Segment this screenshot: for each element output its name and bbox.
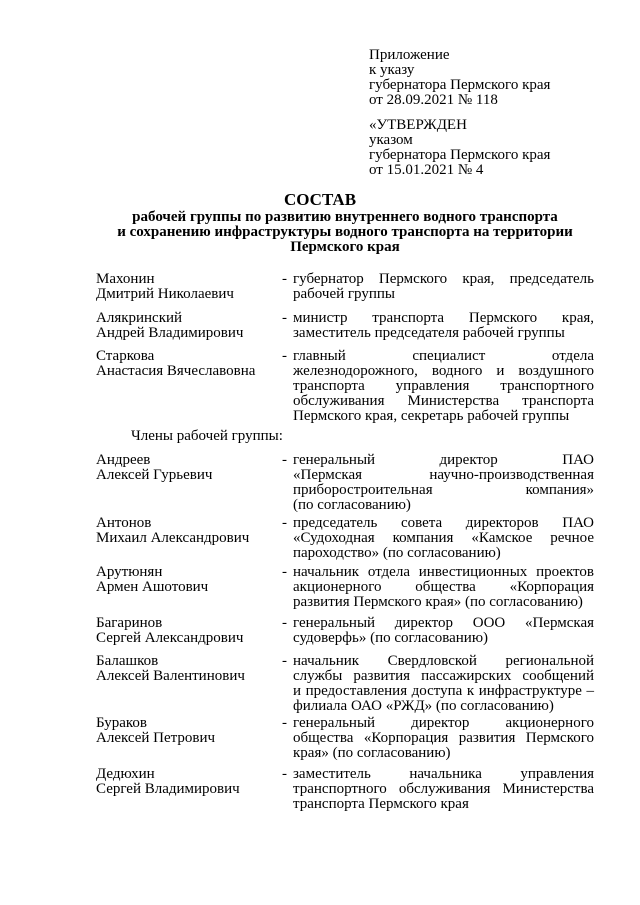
appendix-line: от 28.09.2021 № 118 — [369, 92, 498, 108]
person-name — [96, 311, 276, 341]
surname: Дедюхин — [96, 766, 155, 782]
appendix-line: Приложение — [369, 47, 450, 63]
approval-line: губернатора Пермского края — [369, 147, 551, 163]
given-names: Дмитрий Николаевич — [96, 286, 234, 302]
approval-line: от 15.01.2021 № 4 — [369, 162, 484, 178]
appendix-header — [369, 48, 609, 108]
role-line: службы развития пассажирских сообщений — [293, 668, 594, 684]
dash-separator: - — [282, 515, 287, 531]
person-role — [293, 616, 594, 646]
role-line: министр транспорта Пермского края, — [293, 310, 594, 326]
person-name — [96, 654, 276, 684]
surname: Бураков — [96, 715, 148, 731]
role-line: генеральный директор ООО «Пермская — [293, 615, 594, 631]
given-names: Михаил Александрович — [96, 530, 250, 546]
approval-header — [369, 118, 609, 178]
role-line: железнодорожного, водного и воздушного — [293, 363, 594, 379]
role-line: генеральный директор ПАО — [293, 452, 594, 468]
role-line: обслуживания Министерства транспорта — [293, 393, 594, 409]
role-line: транспортного обслуживания Министерства — [293, 781, 594, 797]
role-line: председатель совета директоров ПАО — [293, 515, 594, 531]
person-name — [96, 453, 276, 483]
subtitle-line: и сохранению инфраструктуры водного транспорта на территории — [117, 224, 573, 240]
surname: Антонов — [96, 515, 152, 531]
person-role — [293, 767, 594, 812]
dash-separator: - — [282, 615, 287, 631]
surname: Старкова — [96, 348, 155, 364]
approval-line: указом — [369, 132, 413, 148]
given-names: Алексей Валентинович — [96, 668, 245, 684]
role-line: главный специалист отдела — [293, 348, 594, 364]
dash-separator: - — [282, 310, 287, 326]
role-line: развития Пермского края» (по согласованию) — [293, 594, 583, 610]
role-line: генеральный директор акционерного — [293, 715, 594, 731]
person-role — [293, 453, 594, 513]
given-names: Алексей Петрович — [96, 730, 216, 746]
role-line: губернатор Пермского края, председатель — [293, 271, 594, 287]
person-name — [96, 716, 276, 746]
person-role — [293, 272, 594, 302]
person-role — [293, 565, 594, 610]
document-title: СОСТАВ — [283, 190, 357, 209]
document-subtitle — [95, 210, 595, 255]
role-line: филиала ОАО «РЖД» (по согласованию) — [293, 698, 554, 714]
dash-separator: - — [282, 564, 287, 580]
surname: Багаринов — [96, 615, 163, 631]
dash-separator: - — [282, 766, 287, 782]
surname: Арутюнян — [96, 564, 163, 580]
dash-separator: - — [282, 715, 287, 731]
subtitle-line: Пермского края — [290, 239, 400, 255]
given-names: Анастасия Вячеславовна — [96, 363, 256, 379]
person-role — [293, 349, 594, 424]
role-line: края» (по согласованию) — [293, 745, 451, 761]
role-line: рабочей группы — [293, 286, 395, 302]
role-line: «Судоходная компания «Камское речное — [293, 530, 594, 546]
dash-separator: - — [282, 271, 287, 287]
role-line: и предоставления доступа к инфраструктуре – — [293, 683, 594, 699]
role-line: (по согласованию) — [293, 497, 411, 513]
dash-separator: - — [282, 452, 287, 468]
given-names: Алексей Гурьевич — [96, 467, 213, 483]
approval-line: «УТВЕРЖДЕН — [369, 117, 467, 133]
surname: Балашков — [96, 653, 159, 669]
person-name — [96, 349, 276, 379]
role-line: приборостроительная компания» — [293, 482, 594, 498]
given-names: Сергей Александрович — [96, 630, 244, 646]
person-name — [96, 616, 276, 646]
dash-separator: - — [282, 653, 287, 669]
person-name — [96, 565, 276, 595]
role-line: судоверфь» (по согласованию) — [293, 630, 489, 646]
person-name — [96, 516, 276, 546]
surname: Алякринский — [96, 310, 183, 326]
person-role — [293, 311, 594, 341]
subtitle-line: рабочей группы по развитию внутреннего водного транспорта — [132, 209, 558, 225]
role-line: заместитель председателя рабочей группы — [293, 325, 565, 341]
role-line: пароходство» (по согласованию) — [293, 545, 501, 561]
members-heading: Члены рабочей группы: — [131, 428, 283, 444]
surname: Махонин — [96, 271, 155, 287]
role-line: начальник отдела инвестиционных проектов — [293, 564, 594, 580]
person-name — [96, 767, 276, 797]
dash-separator: - — [282, 348, 287, 364]
role-line: транспорта Пермского края — [293, 796, 469, 812]
given-names: Сергей Владимирович — [96, 781, 240, 797]
person-name — [96, 272, 276, 302]
role-line: общества «Корпорация развития Пермского — [293, 730, 594, 746]
role-line: акционерного общества «Корпорация — [293, 579, 594, 595]
surname: Андреев — [96, 452, 151, 468]
appendix-line: губернатора Пермского края — [369, 77, 551, 93]
appendix-line: к указу — [369, 62, 415, 78]
role-line: начальник Свердловской региональной — [293, 653, 594, 669]
person-role — [293, 654, 594, 714]
given-names: Армен Ашотович — [96, 579, 209, 595]
role-line: Пермского края, секретарь рабочей группы — [293, 408, 570, 424]
role-line: заместитель начальника управления — [293, 766, 594, 782]
person-role — [293, 716, 594, 761]
person-role — [293, 516, 594, 561]
role-line: транспорта управления транспортного — [293, 378, 594, 394]
role-line: «Пермская научно-производственная — [293, 467, 594, 483]
given-names: Андрей Владимирович — [96, 325, 244, 341]
